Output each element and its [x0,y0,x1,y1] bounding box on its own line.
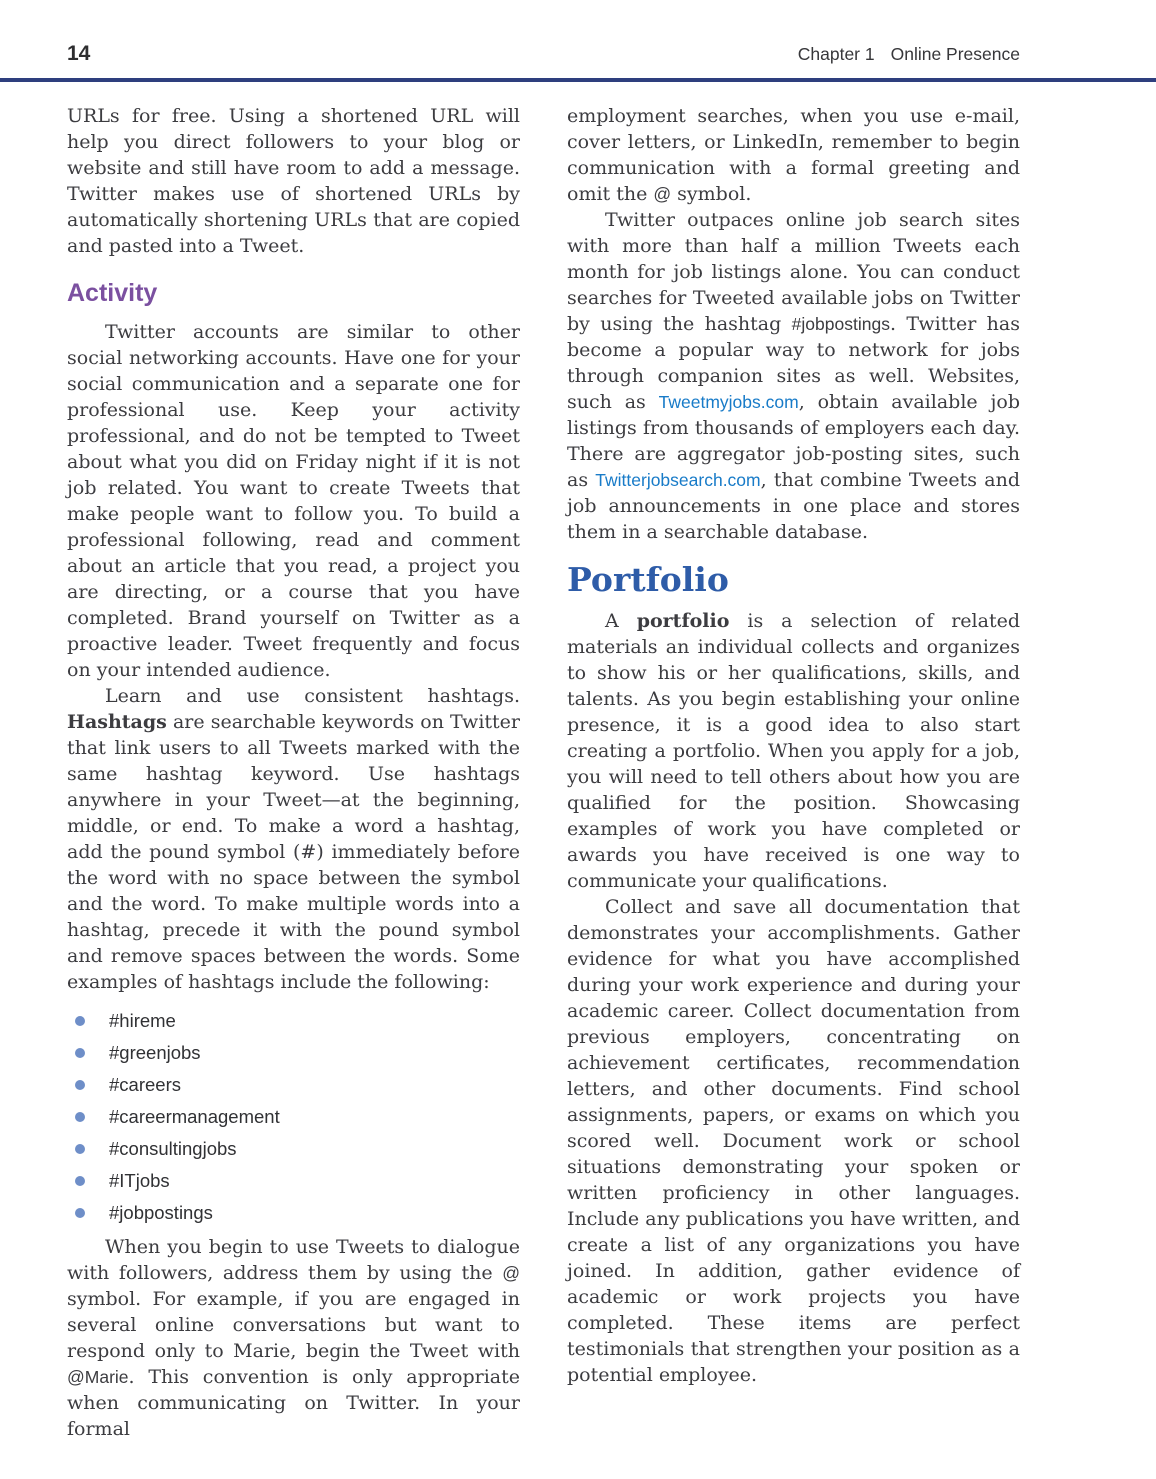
hashtag-label: #careermanagement [109,1106,280,1127]
right-column [567,103,1020,1442]
inline-styled-text: @ [653,184,672,204]
paragraph-shortened-urls: URLs for free. Using a shortened URL will help you direct followers to your blog or website and still have room to add a message. Twitter makes use of shortened URLs by automatically shortening URLs that are copied and pasted into a Tweet. [67,105,520,257]
bullet-icon [75,1112,85,1122]
bullet-icon [75,1144,85,1154]
running-head-chapter: Chapter 1 [797,44,875,64]
bullet-icon [75,1208,85,1218]
inline-link[interactable]: Twitterjobsearch.com [595,470,761,490]
hashtag-label: #ITjobs [109,1170,170,1191]
page-header [0,0,1156,66]
running-head [798,44,1020,65]
inline-link[interactable]: Tweetmyjobs.com [658,392,799,412]
hashtag-list-item [67,1165,520,1197]
inline-styled-text: #jobpostings [791,314,890,334]
inline-styled-text: portfolio [636,610,730,633]
paragraph-twitter-accounts: Twitter accounts are similar to other social networking accounts. Have one for your social communication and a separate one for professional use. Keep your activity professional, and do not be tempted to Tweet about what you did on Friday night if it is not job related. You want to create Tweets that make people want to follow you. To build a professional following, read and comment about an article that you read, a project you are directing, or a course that you have completed. Brand yourself on Twitter as a proactive leader. Tweet frequently and focus on your intended audience. [67,321,520,681]
paragraph-collect-documentation: Collect and save all documentation that demonstrates your accomplishments. Gather evidence for what you have accomplished during your work experience and during your academic career. Collect documentation from previous employers, concentrating on achievement certificates, recommendation letters, and other documents. Find school assignments, papers, or exams on which you scored well. Document work or school situations demonstrating your spoken or written proficiency in other languages. Include any publications you have written, and create a list of any organizations you have joined. In addition, gather evidence of academic or work projects you have completed. These items are perfect testimonials that strengthen your position as a potential employee. [567,896,1020,1387]
paragraph-hashtags-definition: Learn and use consistent hashtags. Hashtags are searchable keywords on Twitter that link users to all Tweets marked with the same hashtag keyword. Use hashtags anywhere in your Tweet—at the beginning, middle, or end. To make a word a hashtag, add the pound symbol (#) immediately before the word with no space between the symbol and the word. To make multiple words into a hashtag, precede it with the pound symbol and remove spaces between the words. Some examples of hashtags include the following: [67,685,520,993]
hashtag-label: #greenjobs [109,1042,201,1063]
hashtag-label: #consultingjobs [109,1138,237,1159]
inline-styled-text: Hashtags [67,711,167,733]
bullet-icon [75,1080,85,1090]
page-body [0,82,1156,1442]
bullet-icon [75,1016,85,1026]
activity-heading: Activity [67,279,158,307]
running-head-section: Online Presence [890,44,1020,64]
hashtag-list-item [67,1133,520,1165]
hashtag-label: #careers [109,1074,181,1095]
inline-styled-text: @Marie [67,1367,129,1387]
portfolio-heading: Portfolio [567,560,729,599]
hashtag-list-item [67,1037,520,1069]
left-column [67,103,520,1442]
hashtag-list-item [67,1069,520,1101]
hashtag-list-item [67,1005,520,1037]
inline-styled-text: @ [502,1263,520,1283]
paragraph-portfolio-definition: A portfolio is a selection of related materials an individual collects and organizes to show his or her qualifications, skills, and talents. As you begin establishing your online presence, it is a good idea to also start creating a portfolio. When you apply for a job, you will need to tell others about how you are qualified for the position. Showcasing examples of work you have completed or awards you have received is one way to communicate your qualifications. [567,610,1020,893]
bullet-icon [75,1048,85,1058]
hashtag-label: #jobpostings [109,1202,213,1223]
page-number: 14 [67,42,91,65]
hashtag-label: #hireme [109,1010,176,1031]
hashtag-list-item [67,1197,520,1229]
paragraph-at-symbol-dialogue: When you begin to use Tweets to dialogue with followers, address them by using the @ symbol. For example, if you are engaged in several online conversations but want to respond only to Marie, begin the Tweet with @Marie. This convention is only appropriate when communicating on Twitter. In your formal [67,1236,520,1440]
bullet-icon [75,1176,85,1186]
hashtag-list-item [67,1101,520,1133]
hashtag-list [67,1005,520,1229]
paragraph-twitter-outpaces: Twitter outpaces online job search sites with more than half a million Tweets each month for job listings alone. You can conduct searches for Tweeted available jobs on Twitter by using the hashtag #jobpostings. Twitter has become a popular way to network for jobs through companion sites as well. Websites, such as Tweetmyjobs.com, obtain available job listings from thousands of employers each day. There are aggregator job-posting sites, such as Twitterjobsearch.com, that combine Tweets and job announcements in one place and stores them in a searchable database. [567,209,1020,543]
paragraph-employment-searches: employment searches, when you use e-mail, cover letters, or LinkedIn, remember to begin communication with a formal greeting and omit the @ symbol. [567,105,1020,205]
